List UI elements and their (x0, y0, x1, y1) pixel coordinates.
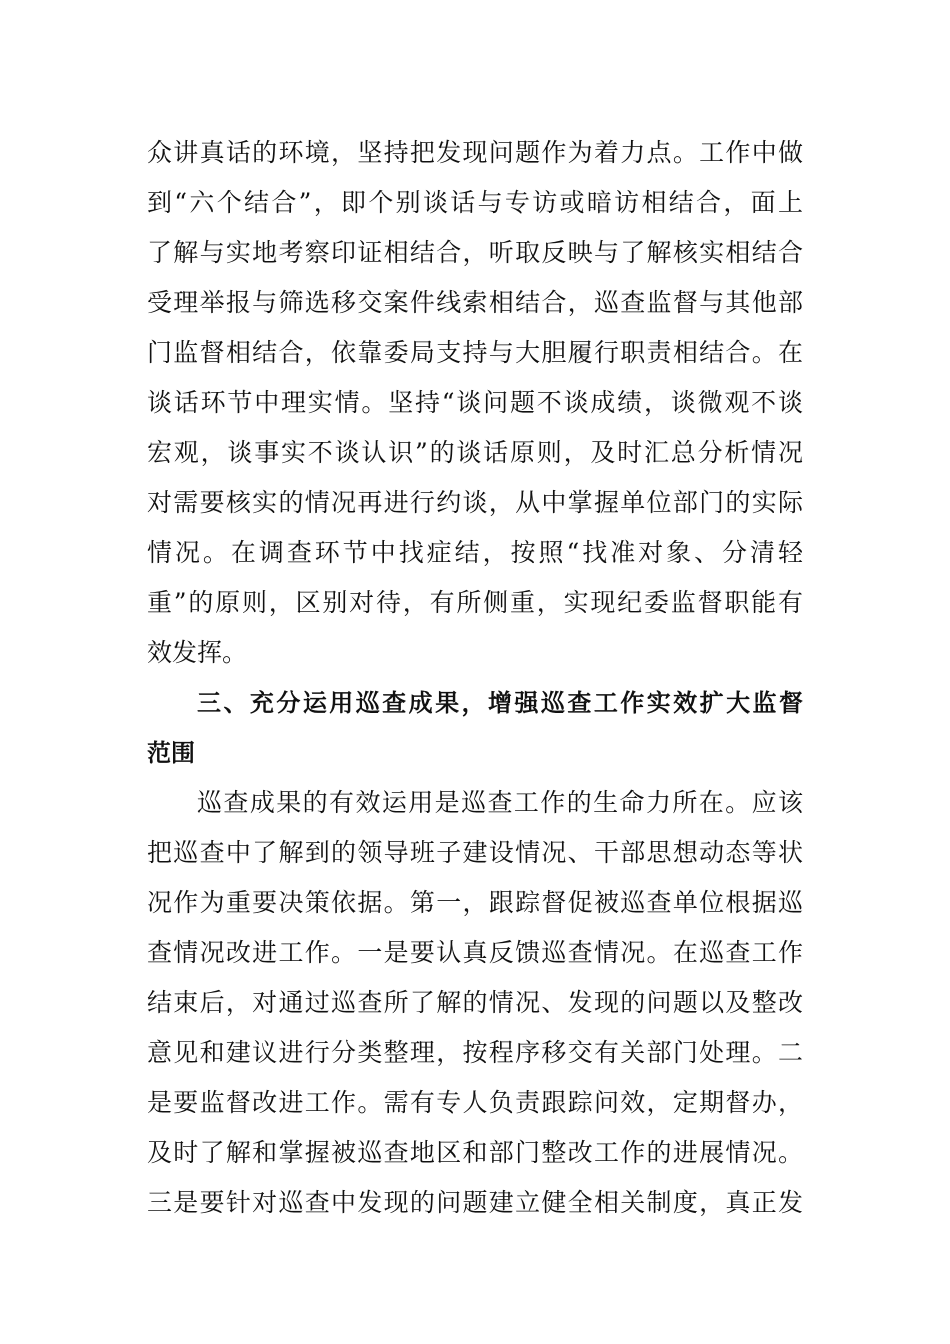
paragraph-line: 宏观，谈事实不谈认识”的谈话原则，及时汇总分析情况 (147, 438, 803, 467)
section-heading: 三、充分运用巡查成果，增强巡查工作实效扩大监督 (197, 689, 803, 717)
paragraph-line: 了解与实地考察印证相结合，听取反映与了解核实相结合 (147, 238, 803, 267)
paragraph-line: 谈话环节中理实情。坚持“谈问题不谈成绩，谈微观不谈 (147, 388, 803, 417)
paragraph-line: 况作为重要决策依据。第一，跟踪督促被巡查单位根据巡 (147, 888, 803, 917)
paragraph-line: 情况。在调查环节中找症结，按照“找准对象、分清轻 (147, 538, 803, 567)
paragraph-line: 到“六个结合”，即个别谈话与专访或暗访相结合，面上 (147, 188, 803, 217)
paragraph-line: 查情况改进工作。一是要认真反馈巡查情况。在巡查工作 (147, 938, 803, 967)
paragraph-line: 受理举报与筛选移交案件线索相结合，巡查监督与其他部 (147, 288, 803, 317)
paragraph-line: 巡查成果的有效运用是巡查工作的生命力所在。应该 (197, 788, 803, 817)
paragraph-line: 把巡查中了解到的领导班子建设情况、干部思想动态等状 (147, 838, 803, 867)
paragraph-line: 门监督相结合，依靠委局支持与大胆履行职责相结合。在 (147, 338, 803, 367)
paragraph-line: 众讲真话的环境，坚持把发现问题作为着力点。工作中做 (147, 138, 803, 167)
paragraph-line: 及时了解和掌握被巡查地区和部门整改工作的进展情况。 (147, 1138, 803, 1167)
paragraph-line: 重”的原则，区别对待，有所侧重，实现纪委监督职能有 (147, 588, 803, 617)
paragraph-line: 意见和建议进行分类整理，按程序移交有关部门处理。二 (147, 1038, 803, 1067)
paragraph-line: 结束后，对通过巡查所了解的情况、发现的问题以及整改 (147, 988, 803, 1017)
paragraph-line: 是要监督改进工作。需有专人负责跟踪问效，定期督办， (147, 1088, 803, 1117)
paragraph-line: 三是要针对巡查中发现的问题建立健全相关制度，真正发 (147, 1188, 803, 1217)
section-heading: 范围 (147, 739, 195, 767)
paragraph-line: 效发挥。 (147, 638, 248, 667)
paragraph-line: 对需要核实的情况再进行约谈，从中掌握单位部门的实际 (147, 488, 803, 517)
